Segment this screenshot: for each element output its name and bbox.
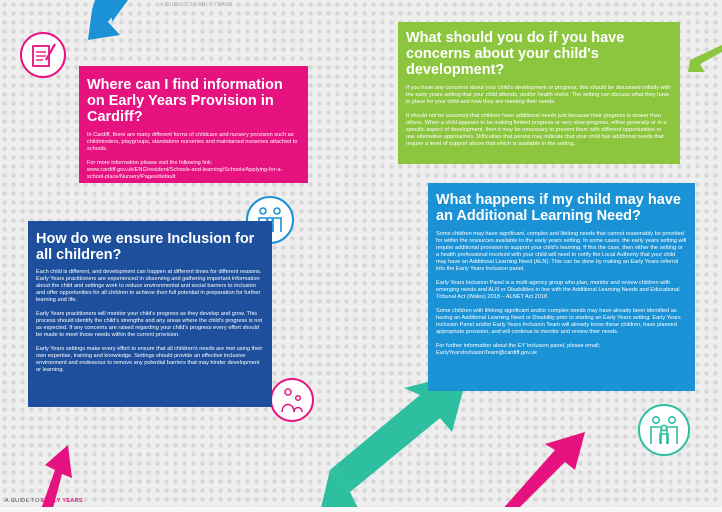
sky-arrow-bar: [110, 0, 128, 22]
blue-card-p2: Early Years practitioners will monitor your child's progress as they develop and grow. This process should identify the child's strengths and any areas where the child's progress is not as expected. If any concerns are raised regarding your child's progress every effort should be made to meet those needs within the current provision.: [36, 311, 263, 338]
pink-card-link[interactable]: www.cardiff.gov.uk/ENG/resident/Schools-and-learning/Schools/Applying-for-a-school-place/Nursery/Pages/default: [87, 167, 283, 180]
bottom-stripe: [0, 507, 722, 512]
sky-card-p1: Some children may have significant, complex and lifelong needs that cannot reasonably be provided for within the resources available to the early years setting. In some cases, the early years setting will require additional provision to support your child's learning. If this the case, then either the setting or a health professional involved with your child will need to notify the Local Authority that your child may have an Additional Learning Need (ALN). This can be done by making an Early Years referral into the Early Years Inclusion panel.: [436, 231, 687, 272]
sky-info-card: [428, 183, 695, 391]
pink-card-title: Where can I find information on Early Years Provision in Cardiff?: [87, 77, 283, 125]
blue-card-title: How do we ensure Inclusion for all children?: [36, 231, 255, 263]
green-card-p2: It should not be assumed that children have additional needs just because their progress is slower than others. When a child appears to be making limited progress or very slow progress, either generally or in a specific aspect of development, then it may be necessary to present them with different opportunities or use alternative approaches. Difficulties that persist may indicate that your child has additional needs that require a level of support above that which is available in the setting.: [406, 113, 667, 147]
footer-highlight: EARLY YEARS: [41, 498, 83, 504]
blue-info-card: [28, 221, 272, 407]
green-info-card: [398, 22, 680, 164]
green-arrow-right: [688, 45, 722, 72]
sky-card-title: What happens if my child may have an Additional Learning Need?: [436, 192, 681, 224]
green-card-p1: If you have any concerns about your child's development or progress, this should be discussed initially with the early years setting that your child attends, and/or health visitor. The setting can discuss what they have in place for your child and how they are meeting their needs.: [406, 85, 671, 105]
parent-child-icon: [270, 378, 314, 422]
top-label: A GUIDE TO EARLY YEARS: [160, 2, 233, 8]
sky-card-p2: Early Years Inclusion Panel is a multi-agency group who plan, monitor and review children with emerging needs and ALN or Disabilities in line with the Additional Learning Needs and Educational Tribunal Act (Wales) 2018 – ALNET Act 2018: [436, 280, 680, 300]
blue-card-p1: Each child is different, and development can happen at different times for different reasons. Early Years practitioners are experienced in observing and gathering important information about the child and settings work to reduce environmental and social barriers to inclusion and offer opportunities for all children to achieve their full potential in preparation for further learning and life.: [36, 269, 262, 303]
pencil-paper-icon: [20, 32, 66, 78]
group-people-icon: [638, 404, 690, 456]
sky-card-p3: Some children with lifelong significant and/or complex needs may have already been identified as having an Additional Learning Need or Disability prior to starting an Early Years setting. Early Years Inclusion Panel and/or Early Years Inclusion Team will already know these children, have planned appropriate provision, and will continue to monitor and review their needs.: [436, 308, 681, 335]
sky-card-p4: For further information about the EY Inclusion panel, please email;: [436, 343, 601, 349]
pink-card-p2: For more information please visit the following link:: [87, 160, 213, 166]
sky-card-email[interactable]: EarlyYearsInclusionTeam@cardiff.gov.uk: [436, 350, 538, 356]
footer-prefix: A GUIDE TO: [5, 498, 42, 504]
green-card-title: What should you do if you have concerns about your child's development?: [406, 30, 625, 78]
pink-arrow-right: [500, 432, 585, 512]
pink-card-p1: In Cardiff, there are many different forms of childcare and nursery provision such as childminders, playgroups, standalone nurseries and maintained nurseries attached to schools.: [87, 132, 298, 152]
page-footer: [5, 498, 83, 504]
pink-info-card: [79, 66, 308, 183]
blue-card-p3: Early Years settings make every effort to ensure that all children's needs are met using their own expertise, training and knowledge. Settings should provide an effective inclusive environment and endeavour to remove any potential barriers that may hinder development or learning.: [36, 346, 263, 373]
